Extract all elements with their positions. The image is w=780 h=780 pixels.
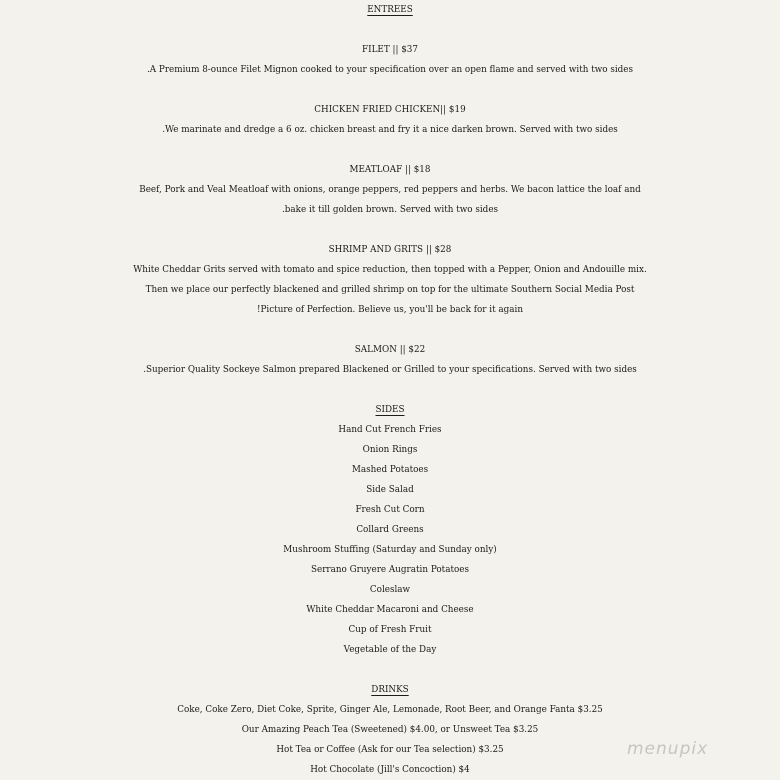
drink-item: Hot Tea or Coffee (Ask for our Tea selection) $3.25: [276, 745, 504, 755]
menupix-watermark: menupix: [627, 739, 709, 759]
side-item: Mashed Potatoes: [351, 465, 429, 475]
side-item: Collard Greens: [356, 525, 424, 535]
spacer: [0, 660, 780, 680]
entrees-heading: ENTREES: [367, 5, 413, 15]
shrimp-and-grits-description-line-3: !Picture of Perfection. Believe us, you'll be back for it again: [256, 305, 524, 315]
drink-item: Hot Chocolate (Jill's Concoction) $4: [310, 765, 470, 775]
meatloaf-description-line-2: .bake it till golden brown. Served with two sides: [281, 205, 499, 215]
spacer: [0, 80, 780, 100]
shrimp-and-grits-description-line-1: White Cheddar Grits served with tomato and spice reduction, then topped with a Pepper, Onion and Andouille mix.: [133, 265, 647, 275]
salmon-title: SALMON || $22: [354, 345, 426, 355]
side-item: White Cheddar Macaroni and Cheese: [306, 605, 474, 615]
side-item: Onion Rings: [362, 445, 418, 455]
shrimp-and-grits-title: SHRIMP AND GRITS || $28: [328, 245, 452, 255]
drink-item: Coke, Coke Zero, Diet Coke, Sprite, Ginger Ale, Lemonade, Root Beer, and Orange Fanta $3.25: [177, 705, 603, 715]
meatloaf-description-line-1: Beef, Pork and Veal Meatloaf with onions, orange peppers, red peppers and herbs. We bacon lattice the loaf and: [139, 185, 641, 195]
drink-item: Our Amazing Peach Tea (Sweetened) $4.00, or Unsweet Tea $3.25: [241, 725, 539, 735]
side-item: Coleslaw: [369, 585, 411, 595]
meatloaf-title: MEATLOAF || $18: [349, 165, 431, 175]
side-item: Mushroom Stuffing (Saturday and Sunday only): [283, 545, 497, 555]
shrimp-and-grits-description-line-2: Then we place our perfectly blackened and grilled shrimp on top for the ultimate Southern Social Media Post: [145, 285, 635, 295]
side-item: Fresh Cut Corn: [355, 505, 425, 515]
salmon-description: .Superior Quality Sockeye Salmon prepared Blackened or Grilled to your specifications. Served with two sides: [143, 365, 637, 375]
spacer: [0, 320, 780, 340]
spacer: [0, 220, 780, 240]
side-item: Hand Cut French Fries: [338, 425, 442, 435]
chicken-fried-chicken-title: CHICKEN FRIED CHICKEN|| $19: [314, 105, 466, 115]
chicken-fried-chicken-description: .We marinate and dredge a 6 oz. chicken breast and fry it a nice darken brown. Served with two sides: [162, 125, 618, 135]
drinks-heading: DRINKS: [371, 685, 409, 695]
spacer: [0, 20, 780, 40]
side-item: Side Salad: [366, 485, 414, 495]
filet-title: FILET || $37: [361, 45, 419, 55]
filet-description: .A Premium 8-ounce Filet Mignon cooked to your specification over an open flame and served with two sides: [146, 65, 634, 75]
sides-heading: SIDES: [375, 405, 405, 415]
side-item: Vegetable of the Day: [343, 645, 437, 655]
side-item: Cup of Fresh Fruit: [348, 625, 432, 635]
spacer: [0, 140, 780, 160]
side-item: Serrano Gruyere Augratin Potatoes: [310, 565, 470, 575]
spacer: [0, 380, 780, 400]
